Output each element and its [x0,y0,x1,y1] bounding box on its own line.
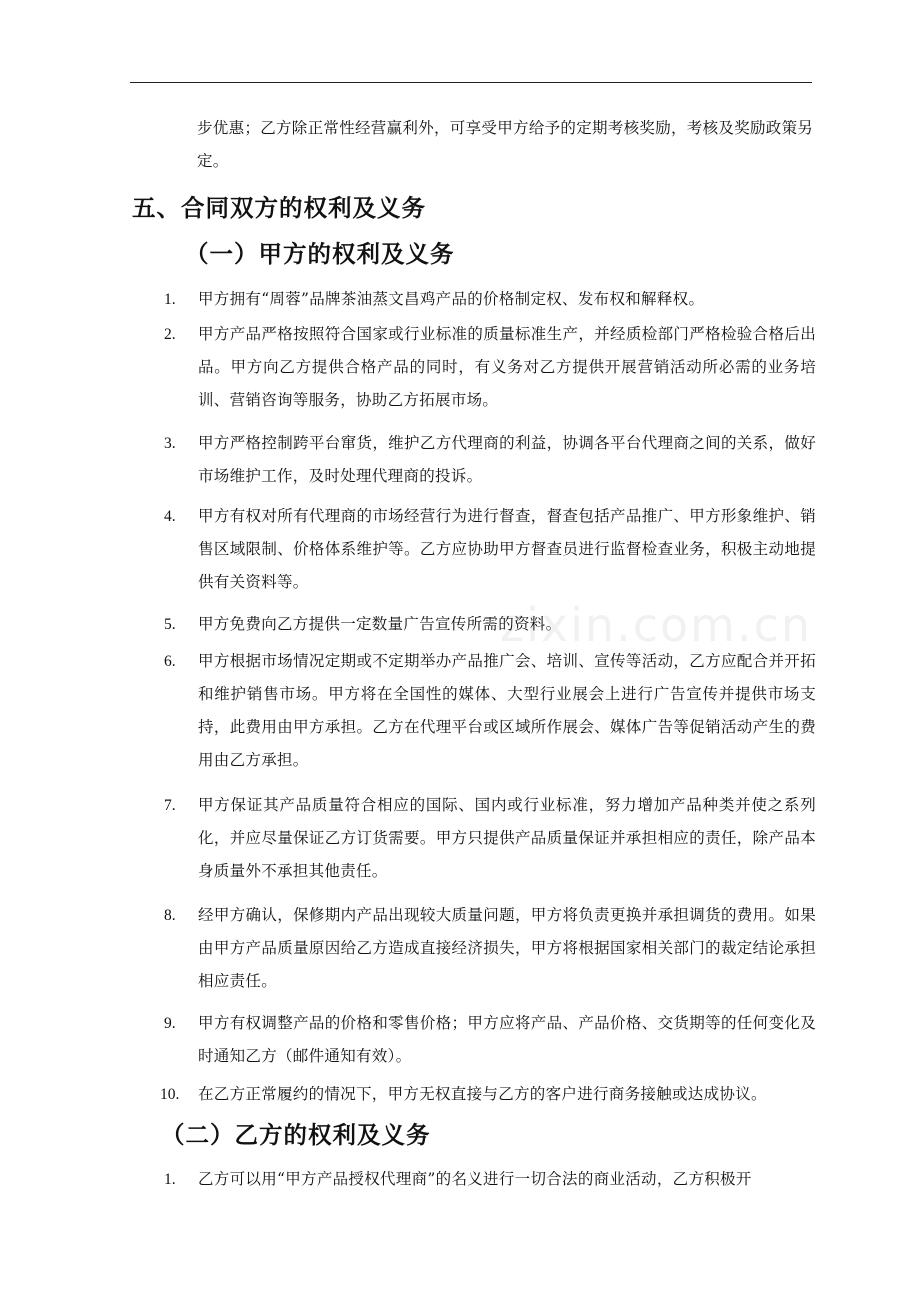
section-title: 五、合同双方的权利及义务 [132,194,426,222]
item-number: 4. [164,508,176,525]
item-text: 甲方严格控制跨平台窜货，维护乙方代理商的利益，协调各平台代理商之间的关系，做好市场维护工作，及时处理代理商的投诉。 [198,434,816,485]
item-text: 甲方有权调整产品的价格和零售价格；甲方应将产品、产品价格、交货期等的任何变化及时通知乙方（邮件通知有效）。 [198,1014,816,1065]
item-text: 乙方可以用“甲方产品授权代理商”的名义进行一切合法的商业活动，乙方积极开 [198,1170,752,1188]
continuation-paragraph: 步优惠；乙方除正常性经营赢利外，可享受甲方给予的定期考核奖励，考核及奖励政策另定。 [197,119,814,170]
item-text: 甲方根据市场情况定期或不定期举办产品推广会、培训、宣传等活动，乙方应配合并开拓和维护销售市场。甲方将在全国性的媒体、大型行业展会上进行广告宣传并提供市场支持，此费用由甲方承担。乙方在代理平台或区域所作展会、媒体广告等促销活动产生的费用由乙方承担。 [198,652,816,769]
item-number: 6. [164,653,176,670]
subsection-title-party-a: （一）甲方的权利及义务 [185,240,455,268]
item-text: 甲方免费向乙方提供一定数量广告宣传所需的资料。 [198,615,562,633]
item-text: 甲方有权对所有代理商的市场经营行为进行督查，督查包括产品推广、甲方形象维护、销售区域限制、价格体系维护等。乙方应协助甲方督查员进行监督检查业务，积极主动地提供有关资料等。 [198,507,816,591]
item-number: 7. [164,797,176,814]
item-number: 3. [164,435,176,452]
subsection-title-party-b: （二）乙方的权利及义务 [161,1121,431,1149]
item-number: 1. [164,1171,176,1188]
item-text: 甲方产品严格按照符合国家或行业标准的质量标准生产，并经质检部门严格检验合格后出品。甲方向乙方提供合格产品的同时，有义务对乙方提供开展营销活动所必需的业务培训、营销咨询等服务，协助乙方拓展市场。 [198,325,816,409]
watermark: zixin.com.cn [500,598,813,652]
item-number: 9. [164,1015,176,1032]
item-number: 2. [164,326,176,343]
item-number: 1. [164,291,176,308]
item-number: 10. [160,1086,180,1103]
item-number: 8. [164,907,176,924]
item-text: 在乙方正常履约的情况下，甲方无权直接与乙方的客户进行商务接触或达成协议。 [198,1085,767,1103]
item-number: 5. [164,616,176,633]
item-text: 甲方保证其产品质量符合相应的国际、国内或行业标准，努力增加产品种类并使之系列化，并应尽量保证乙方订货需要。甲方只提供产品质量保证并承担相应的责任，除产品本身质量外不承担其他责任。 [198,796,816,880]
item-text: 甲方拥有“周蓉”品牌茶油蒸文昌鸡产品的价格制定权、发布权和解释权。 [198,290,705,308]
item-text: 经甲方确认，保修期内产品出现较大质量问题，甲方将负责更换并承担调货的费用。如果由甲方产品质量原因给乙方造成直接经济损失，甲方将根据国家相关部门的裁定结论承担相应责任。 [198,906,816,990]
header-rule [130,82,812,83]
